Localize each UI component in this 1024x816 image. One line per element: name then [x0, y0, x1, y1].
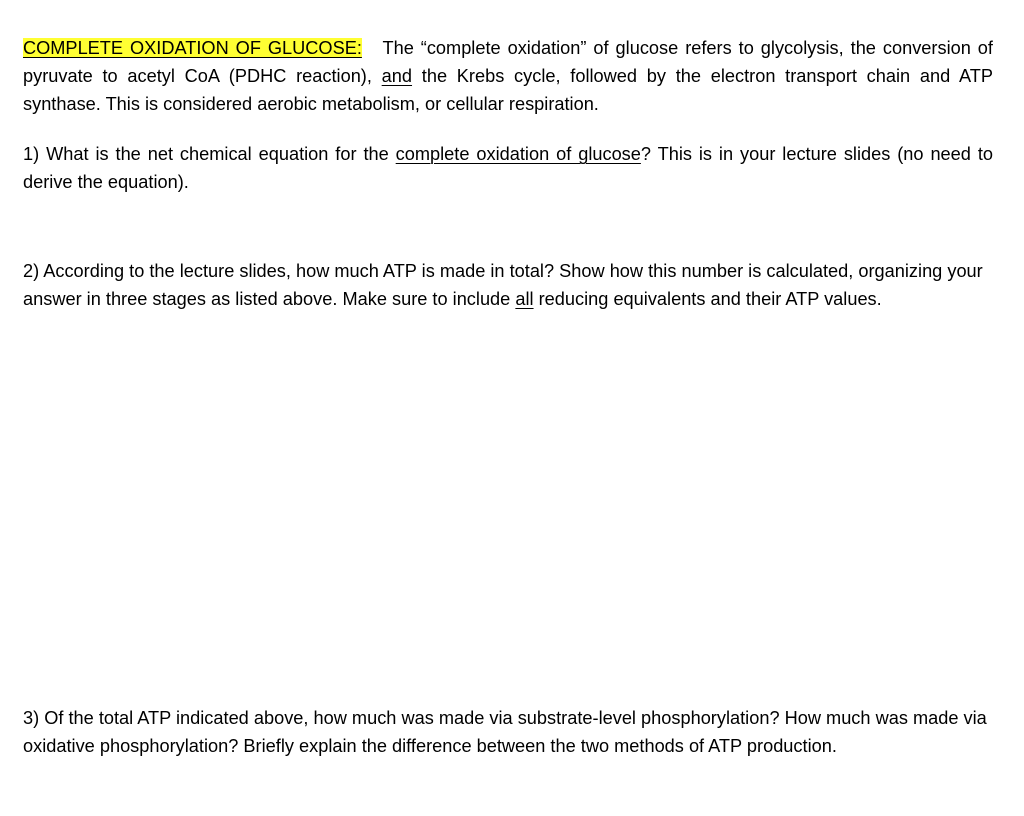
- question-2-number: 2): [23, 261, 40, 281]
- question-1-answer-space: [23, 200, 993, 250]
- question-1-underlined: complete oxidation of glucose: [395, 144, 641, 164]
- question-2-text-end: reducing equivalents and their ATP values.: [538, 289, 882, 309]
- section-heading: COMPLETE OXIDATION OF GLUCOSE:: [23, 38, 362, 58]
- question-1-number: 1): [23, 144, 40, 164]
- question-2: [23, 257, 993, 313]
- question-1: [23, 140, 993, 196]
- question-1-text-end: ? This is in your lecture slides (no need to derive the equation).: [23, 144, 993, 192]
- intro-text-part-2: the Krebs cycle, followed by the electron transport chain and ATP synthase. This is considered aerobic metabolism, or cellular respiration.: [23, 66, 994, 114]
- question-2-underlined: all: [515, 289, 534, 309]
- question-2-answer-space: [23, 345, 993, 695]
- intro-text-part-1: The “complete oxidation” of glucose refers to glycolysis, the conversion of pyruvate to acetyl CoA (PDHC reaction),: [23, 38, 993, 86]
- question-1-text-start: What is the net chemical equation for the: [46, 144, 389, 164]
- intro-paragraph: [23, 34, 993, 118]
- question-3-number: 3): [23, 708, 40, 728]
- question-2-text-start: According to the lecture slides, how much ATP is made in total? Show how this number is calculated, organizing your answer in three stages as listed above. Make sure to include: [23, 261, 983, 309]
- question-3: [23, 704, 993, 760]
- question-3-text: Of the total ATP indicated above, how much was made via substrate-level phosphorylation? How much was made via oxidative phosphorylation? Briefly explain the difference between the two methods of ATP production.: [23, 708, 987, 756]
- intro-emphasized-and: and: [381, 66, 413, 86]
